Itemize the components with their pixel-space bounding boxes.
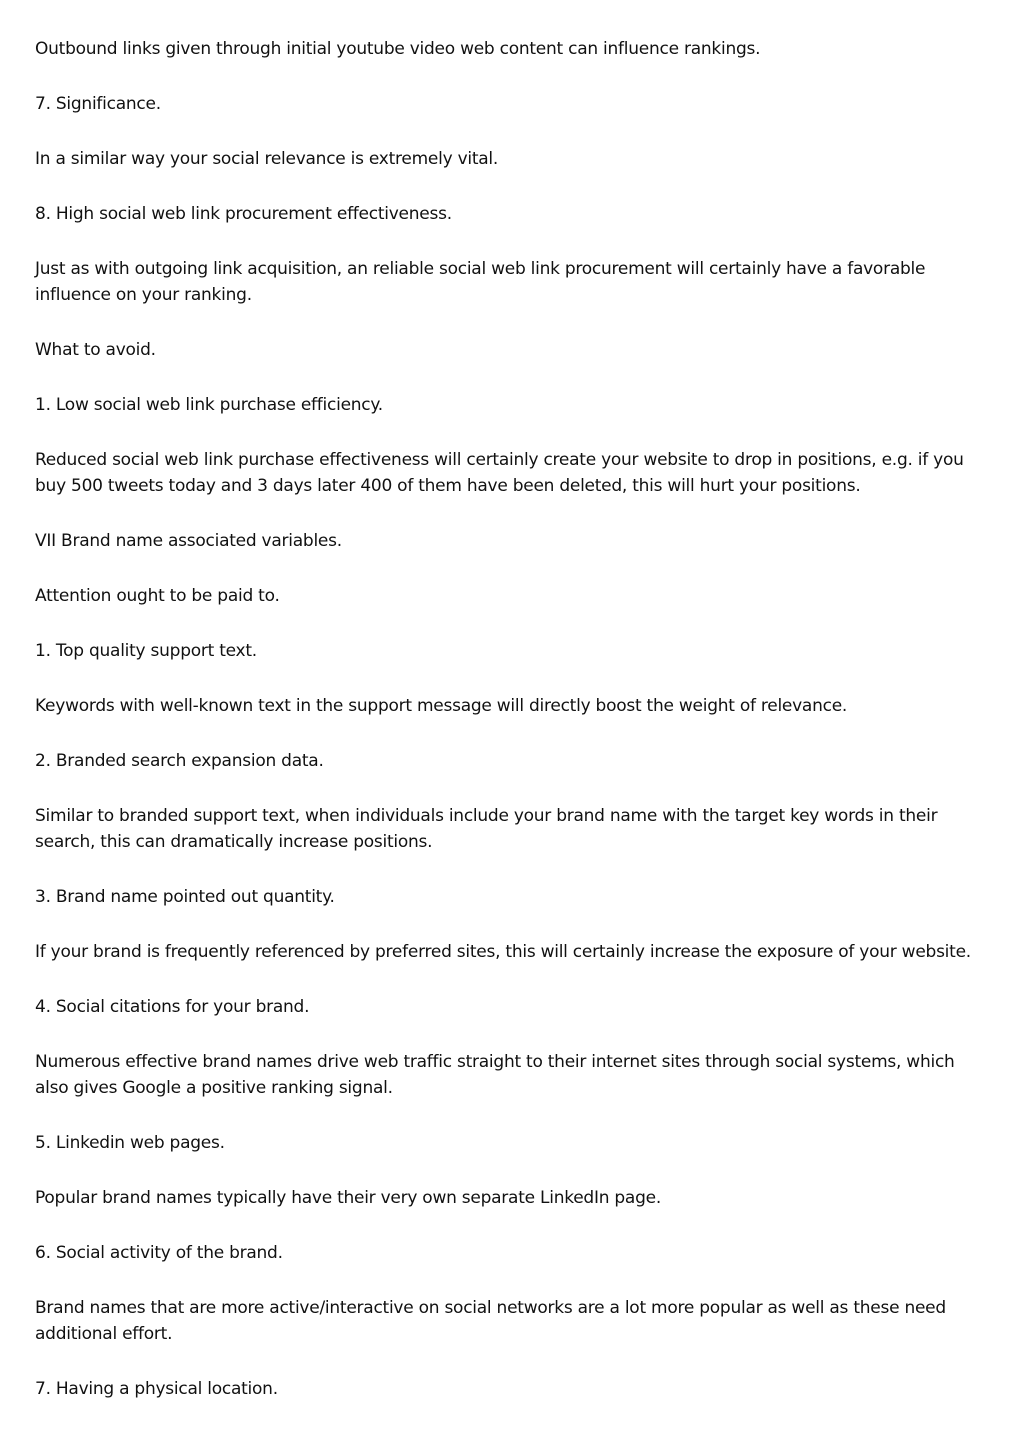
paragraph-brand-referenced: If your brand is frequently referenced by preferred sites, this will certainly increase the exposure of your website. bbox=[35, 942, 971, 962]
paragraph-social-relevance: In a similar way your social relevance is extremely vital. bbox=[35, 149, 499, 169]
heading-high-social-link-effectiveness: 8. High social web link procurement effectiveness. bbox=[35, 204, 452, 224]
heading-branded-search: 2. Branded search expansion data. bbox=[35, 751, 324, 771]
heading-brand-variables: VII Brand name associated variables. bbox=[35, 531, 342, 551]
heading-what-to-avoid: What to avoid. bbox=[35, 340, 156, 360]
heading-attention: Attention ought to be paid to. bbox=[35, 586, 280, 606]
paragraph-branded-search: Similar to branded support text, when individuals include your brand name with the target key words in their search, this can dramatically increase positions. bbox=[35, 806, 938, 852]
heading-social-activity: 6. Social activity of the brand. bbox=[35, 1243, 283, 1263]
heading-physical-location: 7. Having a physical location. bbox=[35, 1379, 278, 1399]
heading-social-citations: 4. Social citations for your brand. bbox=[35, 997, 310, 1017]
paragraph-social-activity: Brand names that are more active/interactive on social networks are a lot more popular as well as these need additional effort. bbox=[35, 1298, 946, 1344]
paragraph-social-citations: Numerous effective brand names drive web traffic straight to their internet sites through social systems, which also gives Google a positive ranking signal. bbox=[35, 1052, 955, 1098]
document-page bbox=[35, 36, 985, 1431]
paragraph-keywords-support: Keywords with well-known text in the support message will directly boost the weight of relevance. bbox=[35, 696, 848, 716]
paragraph-reduced-effectiveness: Reduced social web link purchase effectiveness will certainly create your website to drop in positions, e.g. if you buy 500 tweets today and 3 days later 400 of them have been deleted, this will hurt your positions. bbox=[35, 450, 964, 496]
heading-brand-quantity: 3. Brand name pointed out quantity. bbox=[35, 887, 335, 907]
paragraph-linkedin: Popular brand names typically have their very own separate LinkedIn page. bbox=[35, 1188, 662, 1208]
paragraph-link-acquisition: Just as with outgoing link acquisition, an reliable social web link procurement will certainly have a favorable influence on your ranking. bbox=[35, 259, 926, 305]
heading-linkedin-pages: 5. Linkedin web pages. bbox=[35, 1133, 225, 1153]
heading-significance: 7. Significance. bbox=[35, 94, 161, 114]
heading-support-text: 1. Top quality support text. bbox=[35, 641, 257, 661]
paragraph-outbound-links: Outbound links given through initial youtube video web content can influence rankings. bbox=[35, 39, 761, 59]
heading-low-social-link-efficiency: 1. Low social web link purchase efficiency. bbox=[35, 395, 383, 415]
